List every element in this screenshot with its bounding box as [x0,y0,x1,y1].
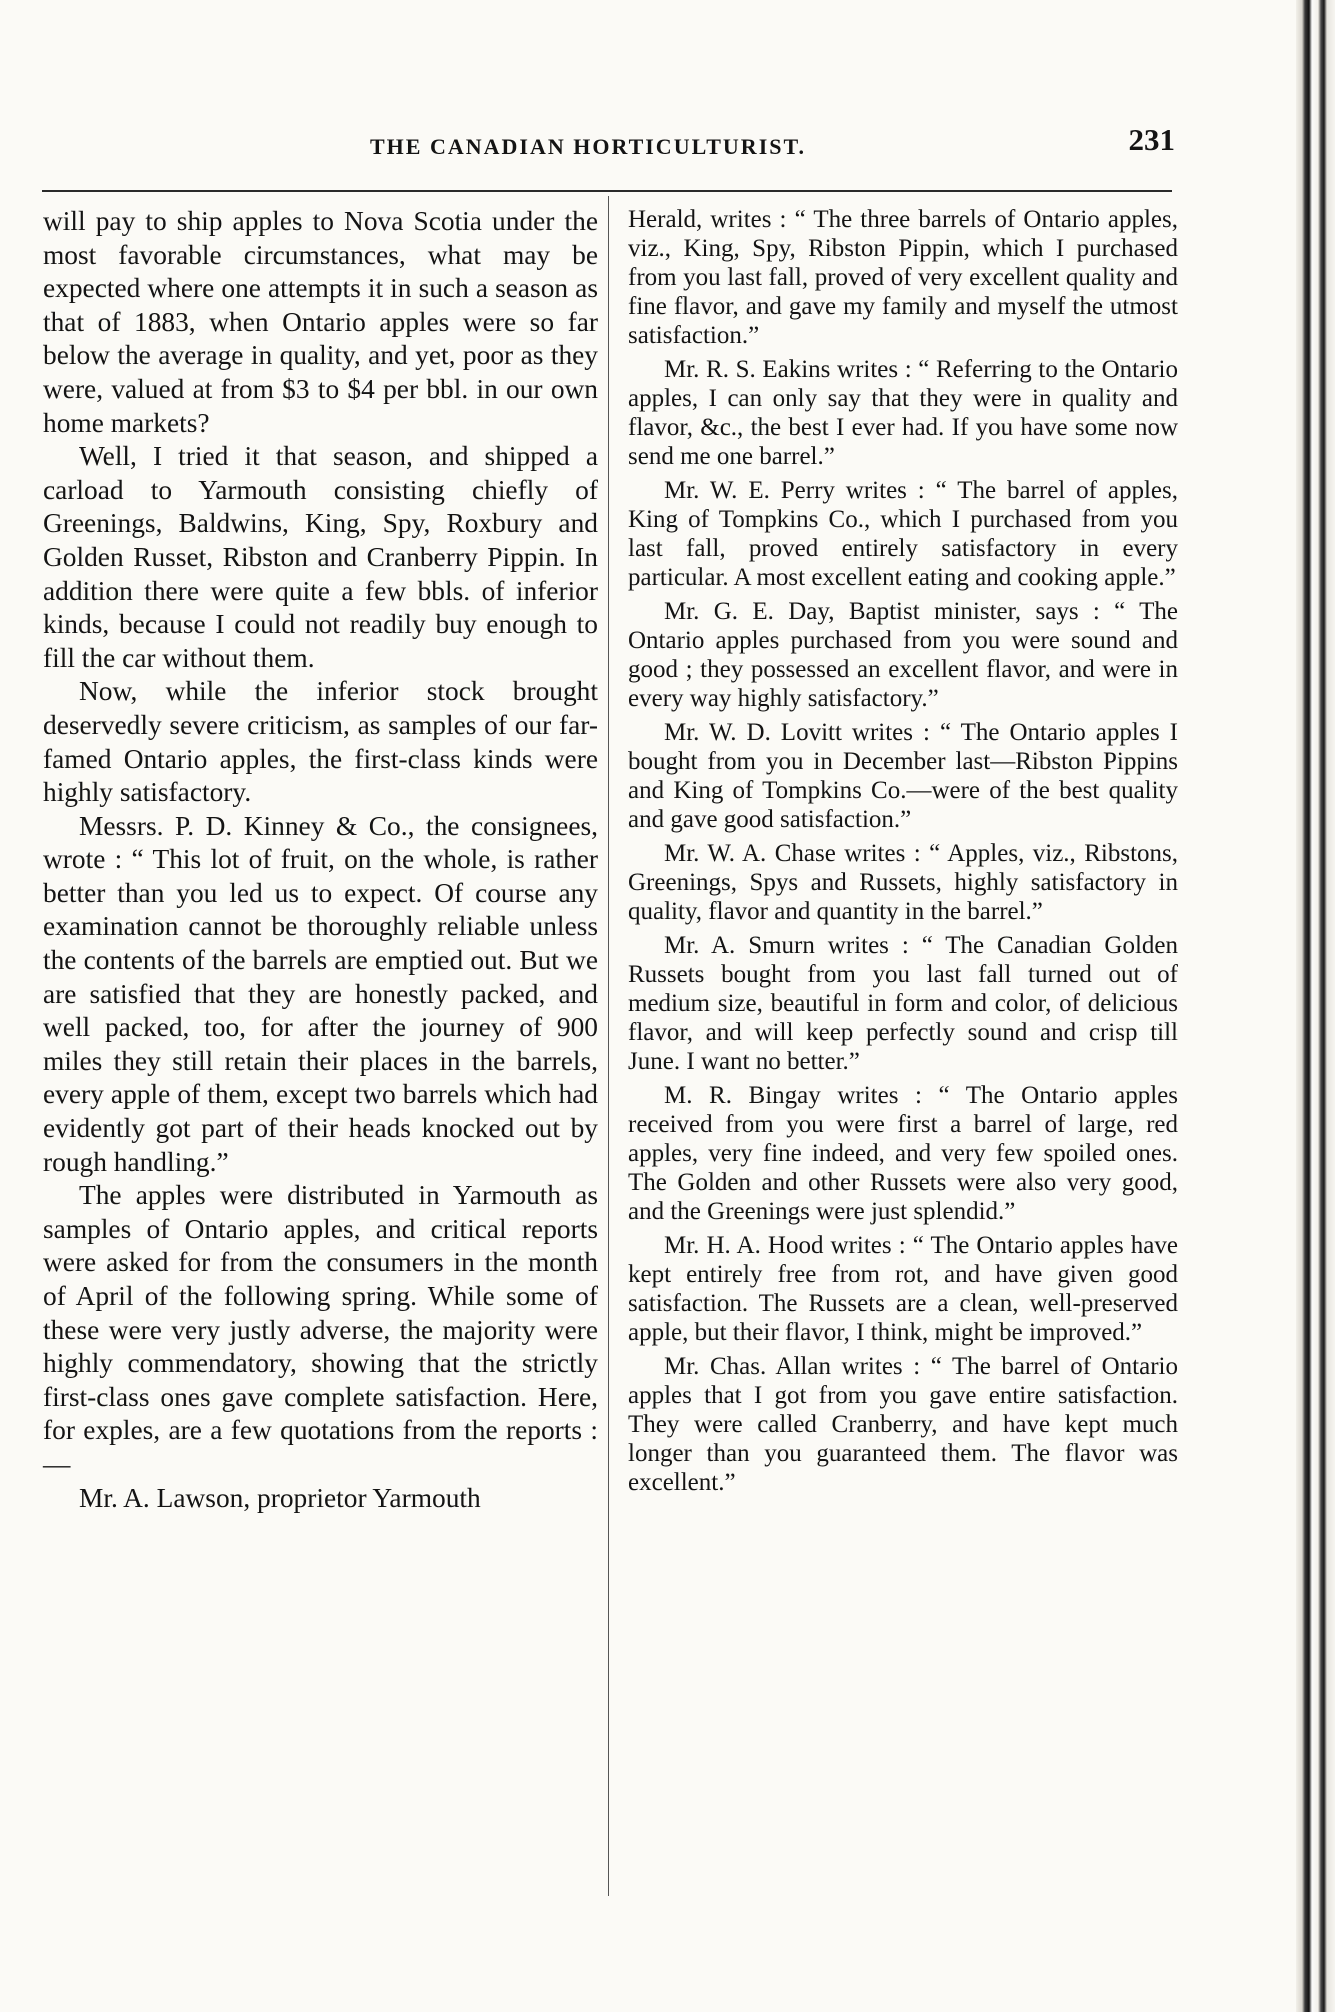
paragraph: The apples were distributed in Yarmouth as samples of Ontario apples, and critical reports were asked for from the consumers in the month of April of the following spring. While some of these were very justly adverse, the majority were highly commendatory, showing that the strictly first-class ones gave complete satisfaction. Here, for exples, are a few quotations from the reports :— [43,1180,598,1479]
paragraph: Mr. H. A. Hood writes : “ The Ontario apples have kept entirely free from rot, and have given good satisfaction. The Russets are a clean, well-preserved apple, but their flavor, I think, might be improved.” [628,1232,1178,1346]
right-column [628,205,1178,1502]
paragraph: Well, I tried it that season, and shipped a carload to Yarmouth consisting chiefly of Greenings, Baldwins, King, Spy, Roxbury and Golden Russet, Ribston and Cranberry Pippin. In addition there were quite a few bbls. of inferior kinds, because I could not readily buy enough to fill the car without them. [43,441,598,673]
paragraph: Mr. W. E. Perry writes : “ The barrel of apples, King of Tompkins Co., which I purchased from you last fall, proved entirely satisfactory in every particular. A most excellent eating and cooking apple.” [628,477,1178,591]
paragraph: Mr. A. Lawson, proprietor Yarmouth [79,1482,481,1513]
left-column [43,205,598,1515]
paragraph: Mr. G. E. Day, Baptist minister, says : “ The Ontario apples purchased from you were sound and good ; they possessed an excellent flavor, and were in every way highly satisfactory.” [628,598,1178,712]
paragraph: Mr. W. D. Lovitt writes : “ The Ontario apples I bought from you in December last—Ribston Pippins and King of Tompkins Co.—were of the best quality and gave good satisfaction.” [628,719,1178,833]
header-rule [42,190,1172,192]
page-number: 231 [1128,122,1175,157]
running-title: THE CANADIAN HORTICULTURIST. [370,134,807,159]
paragraph: Mr. A. Smurn writes : “ The Canadian Golden Russets bought from you last fall turned out of medium size, beautiful in form and color, of delicious flavor, and will keep perfectly sound and crisp till June. I want no better.” [628,932,1178,1075]
paragraph: M. R. Bingay writes : “ The Ontario apples received from you were first a barrel of large, red apples, very fine indeed, and very few spoiled ones. The Golden and other Russets were also very good, and the Greenings were just splendid.” [628,1082,1178,1225]
paragraph: Mr. R. S. Eakins writes : “ Referring to the Ontario apples, I can only say that they were in quality and flavor, &c., the best I ever had. If you have some now send me one barrel.” [628,356,1178,470]
paragraph: will pay to ship apples to Nova Scotia under the most favorable circumstances, what may be expected where one attempts it in such a season as that of 1883, when Ontario apples were so far below the average in quality, and yet, poor as they were, valued at from $3 to $4 per bbl. in our own home markets? [43,206,598,438]
column-divider [608,196,609,1896]
paragraph: Herald, writes : “ The three barrels of Ontario apples, viz., King, Spy, Ribston Pippin, which I purchased from you last fall, proved of very excellent quality and fine flavor, and gave my family and myself the utmost satisfaction.” [628,206,1178,349]
book-edge [1296,0,1335,2012]
paragraph: Mr. Chas. Allan writes : “ The barrel of Ontario apples that I got from you gave entire satisfaction. They were called Cranberry, and have kept much longer than you guaranteed them. The flavor was excellent.” [628,1353,1178,1496]
paragraph: Messrs. P. D. Kinney & Co., the consignees, wrote : “ This lot of fruit, on the whole, is rather better than you led us to expect. Of course any examination cannot be thoroughly reliable unless the contents of the barrels are emptied out. But we are satisfied that they are honestly packed, and well packed, too, for after the journey of 900 miles they still retain their places in the barrels, every apple of them, except two barrels which had evidently got part of their heads knocked out by rough handling.” [43,810,598,1177]
paragraph: Mr. W. A. Chase writes : “ Apples, viz., Ribstons, Greenings, Spys and Russets, highly satisfactory in quality, flavor and quantity in the barrel.” [628,840,1178,925]
paragraph: Now, while the inferior stock brought deservedly severe criticism, as samples of our far-famed Ontario apples, the first-class kinds were highly satisfactory. [43,676,598,808]
page-header [40,122,1175,166]
